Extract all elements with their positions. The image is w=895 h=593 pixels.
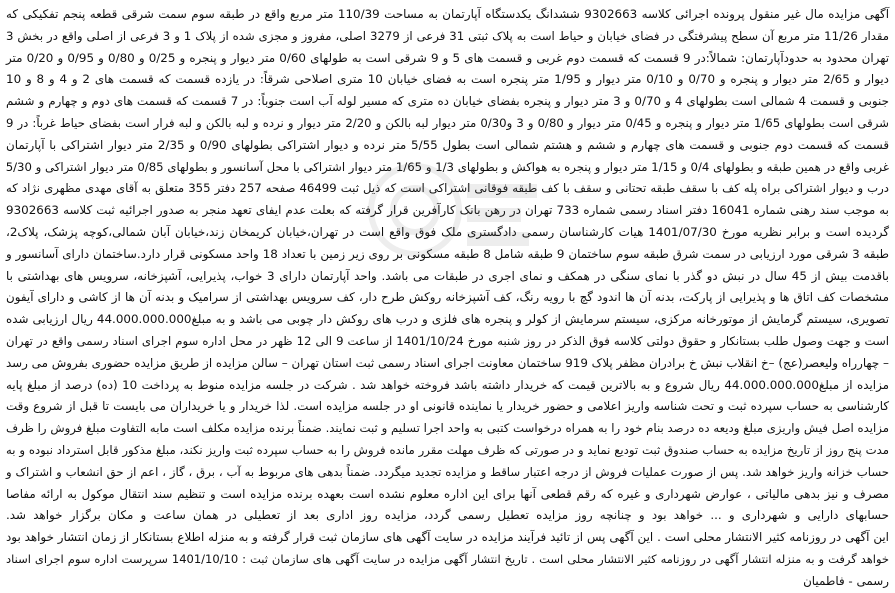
text-line-10: به موجب سند رهنی شماره 16041 دفتر اسناد رسمی شماره 733 تهران در رهن بانک کارآفرین قرار گرفته که بعلت عدم ایفای تعهد منجر به صدور اجرائیه ثبت کلاسه 9302663	[6, 203, 889, 218]
text-line-15: تصویری، سیستم گرمایش از موتورخانه مرکزی، سیستم سرمایش از کولر و پنجره های فلزی و درب های روکش دار چوبی می باشد و به مبلغ44.000.000.000 ریال ارزیابی شده	[6, 312, 890, 327]
text-line-5: جنوبی و قسمت 4 شمالی است بطولهای 4 و 0/70 و 3 متر دیوار و پنجره بفضای خیابان ده متری که مسیر لوله آب است جنوباً: در 7 قسمت که قسمت های دوم و چهارم و ششم	[6, 94, 889, 109]
text-line-12: طبقه 3 شرقی مورد ارزیابی در سمت شرق طبقه سوم ساختمان 9 طبقه شامل 8 طبقه مسکونی بر روی زیر زمین با تعداد 18 واحد مسکونی قرار دارد.ساختمان دارای آسانسور و	[6, 246, 890, 261]
text-line-23: مصرف و نیز بدهی مالیاتی ، عوارض شهرداری و غیره که رقم قطعی آنها برای این اداره معلوم نشده است بعهده برنده مزایده است و تنظیم سند انتقال موکول به ارائه مفاصا	[6, 486, 889, 501]
text-line-17: – چهارراه ولیعصر(عج) –خ انقلاب نبش خ برادران مظفر پلاک 919 ساختمان معاونت اجرای اسناد رسمی ثبت استان تهران – سالن مزایده از طریق مزایده حضوری بفروش می رسد	[5, 355, 889, 370]
text-line-8: غربی واقع در همین طبقه و بطولهای 0/4 و 1/15 متر دیوار و پنجره به هواکش و بطولهای 1/3 و 1/65 متر دیوار اشتراکی با محل آسانسور و بطولهای 0/85 متر دیوار اشتراکی و 5/30	[5, 159, 889, 174]
text-line-16: است و جهت وصول طلب بستانکار و حقوق دولتی کلاسه فوق الذکر در روز شنبه مورخ 1401/10/24 از ساعت 9 الی 12 ظهر در محل اداره سوم اجرای اسناد رسمی واقع در تهران	[6, 333, 890, 348]
text-line-13: باقدمت بیش از 45 سال در نبش دو گذر با نمای سنگی در همکف و نمای اجری در طبقات می باشد. واحد آپارتمان دارای 3 خواب، پذیرایی، آشپزخانه، سرویس های بهداشتی با	[6, 268, 889, 283]
text-line-4: دیوار و 2/65 متر دیوار و پنجره و 0/70 و 0/10 متر دیوار و 1/95 متر پنجره است به فضای خیابان 10 متری اصلاحی شرقاً: در یازده قسمت که قسمت های 2 و 4 و 8 و 10	[6, 72, 889, 87]
text-line-3: تهران محدود به حدودآپارتمان: شمالاً:در 9 قسمت که قسمت دوم غربی و قسمت های 5 و 9 شرقی است به طولهای 0/60 متر دیوار و پنجره و 0/25 و 0/80 و 0/95 و 0/20 متر	[6, 50, 889, 65]
text-line-20: مزایده اصل فیش واریزی مبلغ ودیعه ده درصد بنام خود را به همراه درخواست کتبی به واحد اجرا تسلیم و ثبت نمایند. ضمناً برنده مزایده مکلف است مابه التفاوت مبلغ فروش را ظرف	[6, 421, 889, 436]
text-line-24: حسابهای دارایی و شهرداری و ... خواهد بود و چنانچه روز مزایده تعطیل رسمی گردد، مزایده روز اداری بعد از تعطیلی در همان ساعت و مکان برگزار خواهد شد.	[6, 508, 889, 523]
text-line-26: خواهد گرفت و به منزله انتشار آگهی در روزنامه کثیر الانتشار محلی است . تاریخ انتشار آگهی مزایده در سایت آگهی های سازمان ثبت : 1401/10/10 سرپرست اداره سوم اجرای اسناد	[6, 551, 889, 566]
text-line-21: مدت پنج روز از تاریخ مزایده به حساب صندوق ثبت تودیع نماید و در صورتی که ظرف مهلت مقرر مانده فروش را به حساب سپرده ثبت واریز نکند، مبلغ مذکور قابل استرداد نبوده و به	[6, 442, 889, 457]
text-line-25: این آگهی در روزنامه کثیر الانتشار محلی است . این آگهی پس از تائید فرآیند مزایده در سایت آگهی های سازمان ثبت قرار گرفته و به منزله اطلاع بستانکار از زمان انتشار خواهد بود	[6, 530, 889, 545]
text-line-14: مشخصات کف اتاق ها و پذیرایی از پارکت، بدنه آن ها اندود گچ با رویه رنگ، کف آشپزخانه روکش طرح دار، کف سرویس بهداشتی از سرامیک و بدنه آن ها از کاشی و دارای آیفون	[6, 290, 889, 305]
notice-document	[5, 4, 890, 588]
text-line-9: درب و دیوار اشتراکی براه پله کف با سقف طبقه تحتانی و سقف با کف طبقه فوقانی اشتراکی است که ذیل ثبت 46499 صفحه 257 دفتر 355 متعلق به آقای مهدی مظهری نژاد که	[6, 181, 889, 196]
text-line-1: آگهی مزایده مال غیر منقول پرونده اجرائی کلاسه 9302663 ششدانگ یکدستگاه آپارتمان به مساحت 110/39 متر مربع واقع در طبقه سوم سمت شرقی قطعه پنجم تفکیکی که	[6, 7, 889, 21]
text-line-19: کارشناسی به حساب سپرده ثبت و تحت شناسه واریز اعلامی و حضور خریدار یا نماینده قانونی او در جلسه مزایده است. لذا خریدار و یا خریداران می بایست تا قبل از شروع وقت	[6, 399, 889, 414]
text-line-11: گردیده است و برابر نظریه مورخ 1401/07/30 هیات کارشناسان رسمی دادگستری ملک فوق واقع است در تهران،خیابان کریمخان زند،خیابان آبان شمالی،کوچه پزشک، پلاک2،	[6, 224, 889, 239]
text-line-18: مزایده از مبلغ44.000.000.000 ریال شروع و به بالاترین قیمت که خریدار داشته باشد فروخته خواهد شد . شرکت در جلسه مزایده منوط به پرداخت 10 (ده) درصد از مبلغ پایه	[6, 377, 890, 392]
text-line-2: مقدار 11/26 متر مربع آن سطح پیشرفتگی در فضای خیابان و حیاط است به پلاک ثبتی 31 فرعی از 3279 اصلی، مفروز و مجزی شده از پلاک 1 و 3 فرعی از اصلی واقع در بخش 3	[6, 28, 889, 43]
text-line-6: شرقی است بطولهای 1/65 متر دیوار و پنجره و 0/45 متر دیوار و 0/80 و 3 و0/30 متر دیوار لبه بالکن و 2/20 متر دیوار و نرده و لبه بالکن و لبه فرار است بفضای حیاط غرباً: در 9	[6, 115, 889, 130]
text-line-7: قسمت که قسمت دوم جنوبی و قسمت های چهارم و ششم و هشتم شمالی است بطول 5/55 متر نرده و دیوار اشتراکی بطولهای 0/90 و 2/35 متر دیوار اشتراکی با آپارتمان	[6, 137, 890, 152]
text-line-27: رسمی - فاطمیان	[803, 573, 889, 588]
text-line-22: حساب خزانه واریز خواهد شد. پس از صورت عملیات فروش از درجه اعتبار ساقط و مزایده تجدید میگردد. ضمناً بدهی های مربوط به آب ، برق ، گاز ، اعم از حق انشعاب و اشتراک و	[6, 464, 889, 479]
